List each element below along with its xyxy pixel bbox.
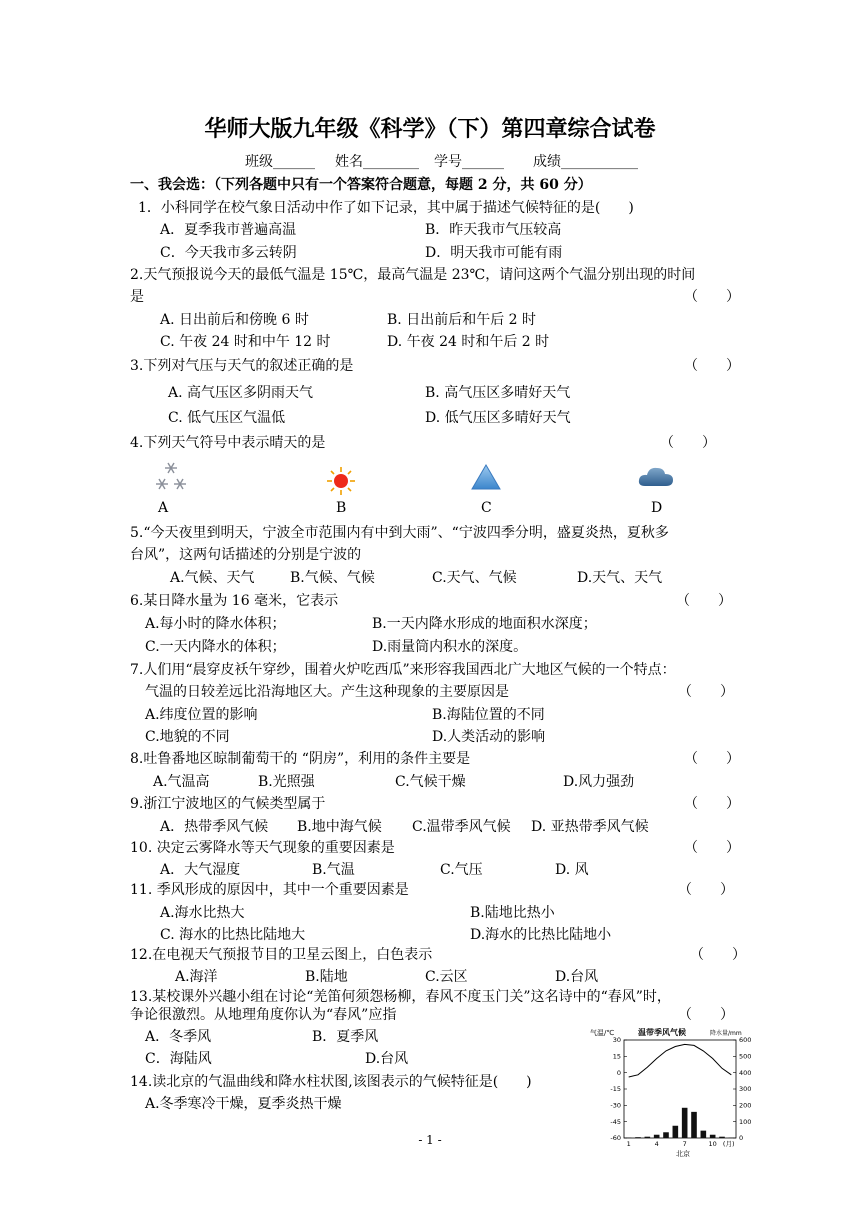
question-5-stem-cont: 台风”，这两句话描述的分别是宁波的 — [130, 547, 362, 563]
y2-tick-label: 200 — [739, 1101, 752, 1110]
cloud-icon — [637, 462, 675, 490]
q2-option-d: D. 午夜 24 时和午后 2 时 — [387, 334, 550, 350]
page-title: 华师大版九年级《科学》（下）第四章综合试卷 — [204, 116, 656, 142]
q13-option-c: C．海陆风 — [145, 1051, 212, 1067]
q12-option-d: D.台风 — [555, 969, 599, 985]
q2-option-c: C. 午夜 24 时和中午 12 时 — [160, 334, 331, 350]
x-tick-label: 4 — [654, 1140, 659, 1148]
question-1-stem: 1．小科同学在校气象日活动中作了如下记录，其中属于描述气候特征的是( ) — [138, 200, 634, 216]
q7-option-a: A.纬度位置的影响 — [145, 707, 258, 723]
q10-answer-paren: （ ） — [684, 840, 740, 856]
q7-answer-paren: （ ） — [678, 684, 734, 700]
q3-option-d: D. 低气压区多晴好天气 — [425, 410, 571, 426]
q2-option-a: A. 日出前后和傍晚 6 时 — [160, 312, 309, 328]
question-7-stem-cont: 气温的日较差远比沿海地区大。产生这种现象的主要原因是 — [145, 684, 509, 700]
q5-option-d: D.天气、天气 — [577, 570, 663, 586]
question-4-stem: 4.下列天气符号中表示晴天的是 — [130, 435, 326, 451]
q3-option-a: A. 高气压区多阴雨天气 — [168, 385, 314, 401]
q1-option-d: D．明天我市可能有雨 — [425, 245, 563, 261]
q3-option-b: B. 高气压区多晴好天气 — [425, 385, 571, 401]
q8-option-c: C.气候干燥 — [395, 774, 466, 790]
q11-option-c: C. 海水的比热比陆地大 — [160, 927, 306, 943]
chart-caption: 北京 — [676, 1150, 690, 1158]
q4-answer-paren: （ ） — [660, 435, 716, 451]
y2-tick-label: 0 — [739, 1134, 744, 1143]
q5-option-b: B.气候、气候 — [290, 570, 375, 586]
q4-label-d: D — [651, 500, 663, 516]
score-field: 成绩___________ — [533, 154, 638, 170]
q11-option-d: D.海水的比热比陆地小 — [470, 927, 612, 943]
question-2-stem: 2.天气预报说今天的最低气温是 15℃，最高气温是 23℃，请问这两个气温分别出现的时间 — [130, 267, 696, 283]
chart-title: 温带季风气候 — [638, 1028, 686, 1037]
question-10-stem: 10. 决定云雾降水等天气现象的重要因素是 — [130, 840, 395, 856]
q8-option-b: B.光照强 — [258, 774, 315, 790]
y-tick-label: 0 — [616, 1068, 621, 1077]
number-field: 学号______ — [434, 154, 504, 170]
q13-option-d: D.台风 — [365, 1051, 409, 1067]
q8-option-d: D.风力强劲 — [563, 774, 635, 790]
x-tick-label: 10 — [708, 1140, 717, 1148]
q7-option-d: D.人类活动的影响 — [432, 729, 546, 745]
y2-tick-label: 500 — [739, 1052, 752, 1061]
q10-option-d: D. 风 — [555, 862, 589, 878]
question-5-stem: 5.“今天夜里到明天，宁波全市范围内有中到大雨”、“宁波四季分明，盛夏炎热，夏秋多 — [130, 525, 669, 541]
q8-option-a: A.气温高 — [153, 774, 210, 790]
q3-option-c: C. 低气压区气温低 — [168, 410, 286, 426]
chart-frame — [624, 1040, 736, 1138]
section-heading: 一、我会选：（下列各题中只有一个答案符合题意，每题 2 分，共 60 分） — [130, 177, 592, 193]
x-tick-label: 7 — [682, 1140, 687, 1148]
q10-option-b: B.气温 — [312, 862, 355, 878]
q10-option-c: C.气压 — [440, 862, 483, 878]
q14-option-a: A.冬季寒冷干燥，夏季炎热干燥 — [145, 1096, 342, 1112]
y2-tick-label: 400 — [739, 1068, 752, 1077]
q12-option-b: B.陆地 — [305, 969, 348, 985]
y2-tick-label: 100 — [739, 1117, 752, 1126]
q2-answer-paren: （ ） — [684, 289, 740, 305]
chart-ylabel: 气温/℃ — [590, 1029, 615, 1037]
y2-tick-label: 300 — [739, 1085, 752, 1094]
q1-option-a: A．夏季我市普遍高温 — [160, 222, 297, 238]
snow-icon — [153, 460, 189, 494]
question-13-stem-cont: 争论很激烈。从地理角度你认为“春风”应指 — [130, 1007, 397, 1023]
q13-answer-paren: （ ） — [678, 1007, 734, 1023]
question-7-stem: 7.人们用“晨穿皮袄午穿纱，围着火炉吃西瓜”来形容我国西北广大地区气候的一个特点： — [130, 662, 676, 678]
q9-option-c: C.温带季风气候 — [412, 819, 511, 835]
q7-option-c: C.地貌的不同 — [145, 729, 230, 745]
q1-option-c: C．今天我市多云转阴 — [160, 245, 297, 261]
q9-option-b: B.地中海气候 — [297, 819, 382, 835]
temperature-line — [629, 1044, 732, 1077]
question-13-stem: 13.某校课外兴趣小组在讨论“羌笛何须怨杨柳，春风不度玉门关”这名诗中的“春风”时， — [130, 989, 671, 1005]
sun-icon — [326, 466, 356, 496]
q12-option-a: A.海洋 — [175, 969, 218, 985]
y-tick-label: -45 — [610, 1117, 621, 1126]
y-tick-label: 15 — [612, 1052, 621, 1061]
q5-option-a: A.气候、天气 — [170, 570, 255, 586]
y2-tick-label: 600 — [739, 1036, 752, 1045]
question-8-stem: 8.吐鲁番地区晾制葡萄干的 “阴房”，利用的条件主要是 — [130, 751, 471, 767]
q10-option-a: A．大气湿度 — [160, 862, 241, 878]
q11-option-b: B.陆地比热小 — [470, 905, 555, 921]
x-axis-unit: (月) — [722, 1140, 735, 1148]
class-field: 班级______ — [245, 154, 315, 170]
q9-answer-paren: （ ） — [684, 796, 740, 812]
q1-option-b: B．昨天我市气压较高 — [425, 222, 562, 238]
q3-answer-paren: （ ） — [684, 358, 740, 374]
y-tick-label: -30 — [610, 1101, 621, 1110]
question-6-stem: 6.某日降水量为 16 毫米，它表示 — [130, 593, 339, 609]
q8-answer-paren: （ ） — [684, 751, 740, 767]
q6-option-c: C.一天内降水的体积； — [145, 639, 286, 655]
q6-answer-paren: （ ） — [676, 593, 732, 609]
q9-option-a: A．热带季风气候 — [160, 819, 269, 835]
x-tick-label: 1 — [626, 1140, 631, 1148]
q11-option-a: A.海水比热大 — [160, 905, 245, 921]
q6-option-b: B.一天内降水形成的地面积水深度； — [372, 616, 597, 632]
q5-option-c: C.天气、气候 — [432, 570, 517, 586]
q9-option-d: D. 亚热带季风气候 — [531, 819, 649, 835]
name-field: 姓名________ — [335, 154, 419, 170]
chart-y2label: 降水量/mm — [710, 1030, 742, 1037]
q6-option-d: D.雨量筒内积水的深度。 — [372, 639, 528, 655]
question-9-stem: 9.浙江宁波地区的气候类型属于 — [130, 796, 326, 812]
q12-answer-paren: （ ） — [690, 947, 746, 963]
q11-answer-paren: （ ） — [678, 882, 734, 898]
question-14-stem: 14.读北京的气温曲线和降水柱状图,该图表示的气候特征是( ) — [130, 1074, 532, 1090]
question-11-stem: 11. 季风形成的原因中，其中一个重要因素是 — [130, 882, 409, 898]
page-number: - 1 - — [418, 1133, 442, 1147]
q12-option-c: C.云区 — [425, 969, 468, 985]
q6-option-a: A.每小时的降水体积； — [145, 616, 286, 632]
q2-option-b: B. 日出前后和午后 2 时 — [387, 312, 536, 328]
y-tick-label: -60 — [610, 1134, 621, 1143]
q13-option-a: A．冬季风 — [145, 1029, 212, 1045]
q4-label-c: C — [481, 500, 492, 516]
q7-option-b: B.海陆位置的不同 — [432, 707, 545, 723]
q13-option-b: B．夏季风 — [312, 1029, 379, 1045]
triangle-icon — [470, 463, 502, 491]
question-2-stem-cont: 是 — [130, 289, 144, 305]
question-12-stem: 12.在电视天气预报节目的卫星云图上，白色表示 — [130, 947, 433, 963]
question-3-stem: 3.下列对气压与天气的叙述正确的是 — [130, 358, 354, 374]
y-tick-label: -15 — [610, 1085, 621, 1094]
y-tick-label: 30 — [612, 1036, 621, 1045]
q4-label-a: A — [158, 500, 169, 516]
q4-label-b: B — [336, 500, 347, 516]
